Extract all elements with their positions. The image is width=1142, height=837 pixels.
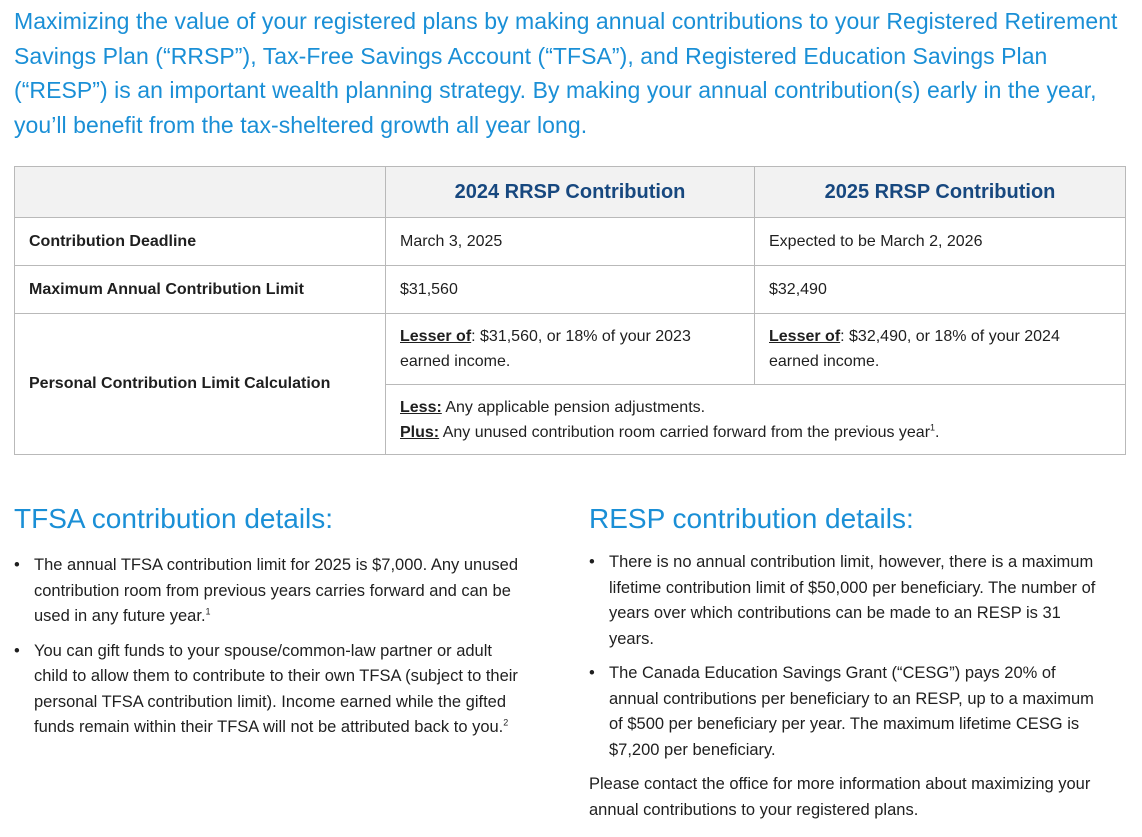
cell-calc-2025 [755,314,1126,385]
resp-list [589,550,1109,763]
row-label-deadline: Contribution Deadline [15,218,386,266]
calc-text-2025: : $32,490, or 18% of your 2024 earned income. [769,328,1060,370]
table-header-2025: 2025 RRSP Contribution [755,167,1126,218]
footnote-marker: 1 [205,606,211,617]
table-header-2024: 2024 RRSP Contribution [386,167,755,218]
plus-label: Plus: [400,423,440,441]
cell-max-limit-2024: $31,560 [386,266,755,314]
table-row-deadline [15,218,1126,266]
cell-deadline-2024: March 3, 2025 [386,218,755,266]
tfsa-item-text: The annual TFSA contribution limit for 2025 is $7,000. Any unused contribution room from previous years carries forward and can be used in any future year. [34,556,518,625]
list-item [589,550,1109,652]
bullet-icon: • [14,641,20,660]
tfsa-heading: TFSA contribution details: [14,503,334,534]
plus-text: Any unused contribution room carried forward from the previous year [439,423,931,441]
row-label-max-limit: Maximum Annual Contribution Limit [15,266,386,314]
tfsa-section [14,502,524,750]
cell-max-limit-2025: $32,490 [755,266,1126,314]
bullet-icon: • [589,664,595,682]
list-item [14,639,524,741]
cell-deadline-2025: Expected to be March 2, 2026 [755,218,1126,266]
plus-end: . [935,423,940,441]
tfsa-item-text: You can gift funds to your spouse/common-law partner or adult child to allow them to contribute to their own TFSA (subject to their personal TFSA contribution limit). Income earned while the gifted funds remain within their TFSA will not be attributed back to you. [34,641,518,736]
contact-paragraph: Please contact the office for more information about maximizing your annual contributions to your registered plans. [589,775,1091,819]
bullet-icon: • [589,553,595,571]
less-text: Any applicable pension adjustments. [441,398,706,416]
lesser-of-label-2025: Lesser of [769,328,841,345]
calc-text-2024: : $31,560, or 18% of your 2023 earned income. [400,328,691,370]
table-header-row [15,167,1126,218]
row-label-calc: Personal Contribution Limit Calculation [15,314,386,455]
bullet-icon: • [14,556,20,574]
table-header-empty [15,167,386,218]
resp-heading: RESP contribution details: [589,503,914,534]
footnote-marker: 2 [503,717,509,728]
cell-calc-2024 [386,314,755,385]
less-line [400,395,1111,420]
resp-item-text: The Canada Education Savings Grant (“CESG”) pays 20% of annual contributions per beneficiary to an RESP, up to a maximum of $500 per beneficiary per year. The maximum lifetime CESG is $7,200 per beneficiary. [609,664,1094,759]
less-label: Less: [400,398,442,416]
table-row-max-limit [15,266,1126,314]
plus-line [400,420,1111,445]
intro-paragraph: Maximizing the value of your registered plans by making annual contributions to your Registered Retirement Savings Plan (“RRSP”), Tax-Free Savings Account (“TFSA”), and Registered Education Savings Plan (“RESP”) is an important wealth planning strategy. By making your annual contribution(s) early in the year, you’ll benefit from the tax-sheltered growth all year long. [14,8,1118,138]
plus-footnote: 1 [930,422,936,433]
lesser-of-label-2024: Lesser of [400,328,472,345]
resp-item-text: There is no annual contribution limit, however, there is a maximum lifetime contribution limit of $50,000 per beneficiary. The number of years over which contributions can be made to an RESP is 31 years. [609,553,1096,648]
list-item [14,553,524,630]
resp-section [589,502,1109,823]
rrsp-contribution-table [14,166,1126,455]
table-row-calc [15,314,1126,385]
list-item [589,661,1109,763]
tfsa-list [14,553,524,741]
cell-adjustments [386,385,1126,455]
